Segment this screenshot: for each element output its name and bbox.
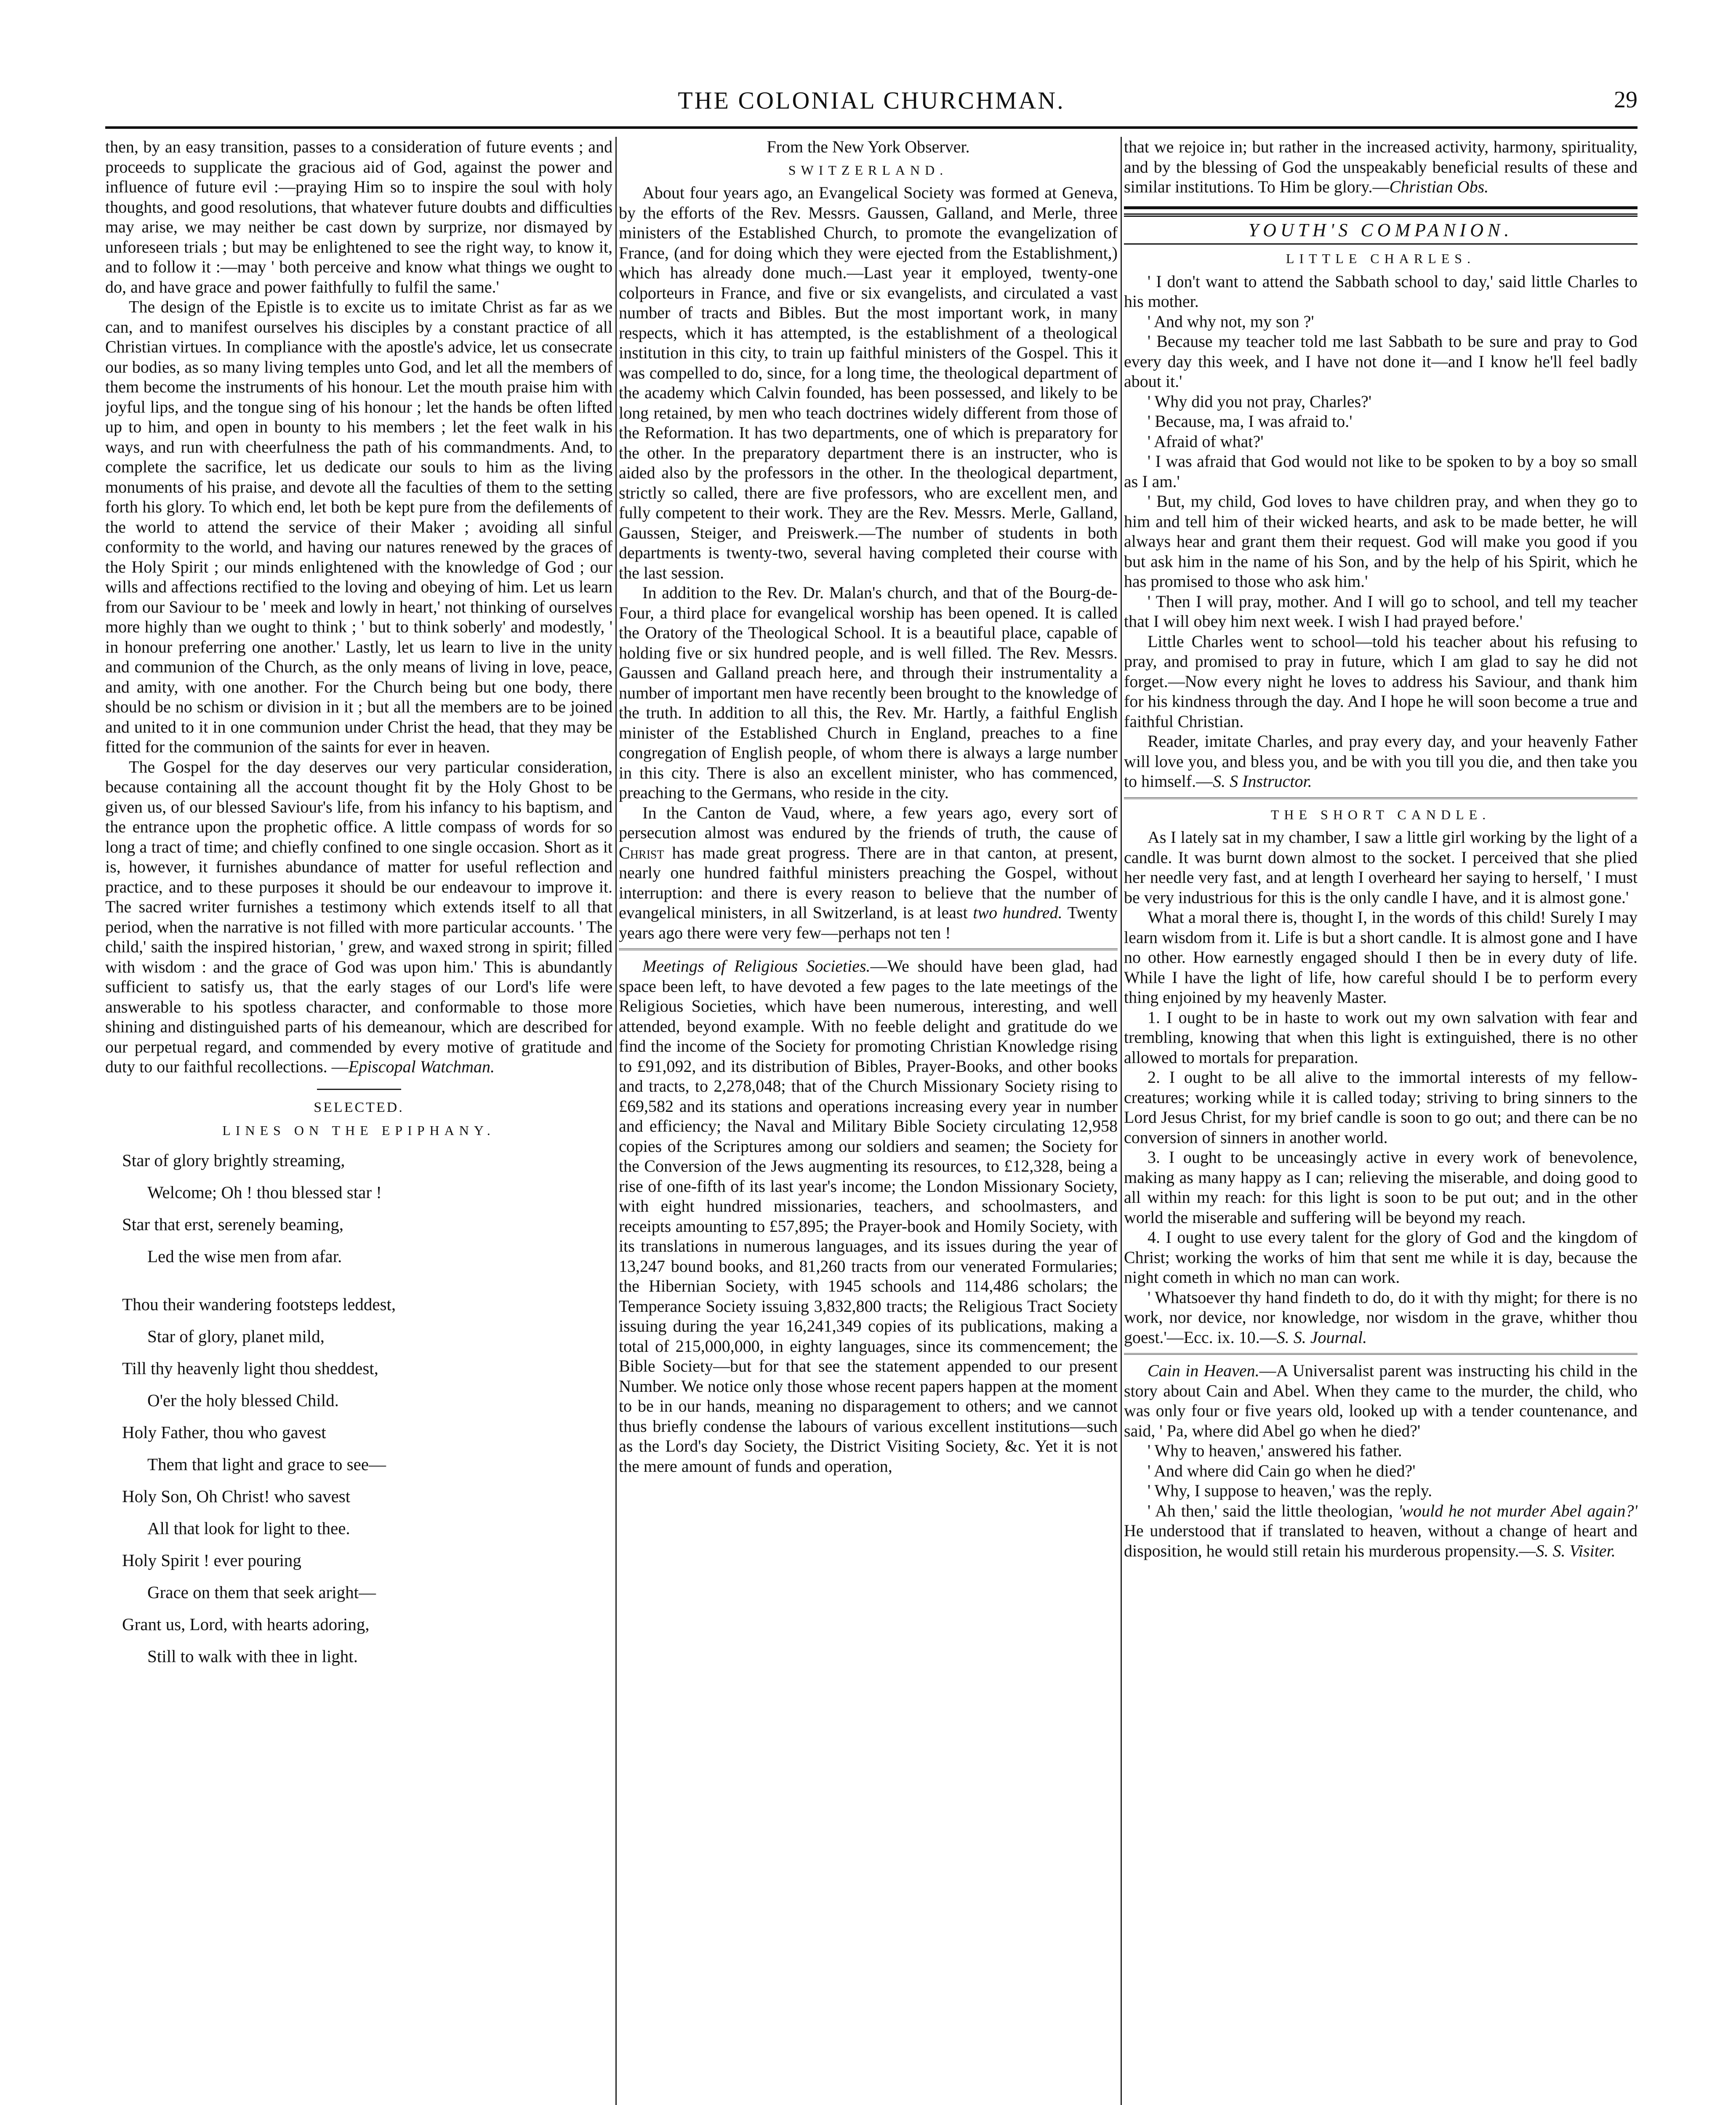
paragraph: Little Charles went to school—told his teacher about his refusing to pray, and promised to pray in future, which I am glad to say he did not forget.—Now every night he loves to address his Saviour, and thank him for his kindness through the day. And I hope he will soon become a true and faithful Christian.	[1124, 632, 1637, 731]
paragraph: ' And where did Cain go when he died?'	[1148, 1461, 1416, 1480]
paragraph: ' Then I will pray, mother. And I will go to school, and tell my teacher that I will obey him next week. I wish I had prayed before.'	[1124, 592, 1637, 631]
paragraph: ' Why to heaven,' answered his father.	[1148, 1441, 1402, 1460]
separator-rule	[619, 949, 1118, 950]
paragraph: The design of the Epistle is to excite us to imitate Christ as far as we can, and to manifest ourselves his disciples by a constant practice of all Christian virtues. In compliance with the apostle's advice, let us consecrate our bodies, as so many living temples unto God, and let all the members of them become the instruments of his honour. Let the mouth praise him with joyful lips, and the tongue sing of his honour ; let the hands be often lifted up to him, and open in bounty to his members ; let the feet walk in his ways, and run with cheerfulness the path of his commandments. And, to complete the sacrifice, let us dedicate our souls to him as the living monuments of his praise, and devote all the faculties of them to the setting forth his glory. To which end, let both be kept pure from the defilements of the world to attend the service of their Maker ; avoiding all sinful conformity to the world, and having our natures renewed by the graces of the Holy Spirit ; our minds enlightened with the knowledge of God ; our wills and affections rectified to the loving and obeying of him. Let us learn from our Saviour to be ' meek and lowly in heart,' not thinking of ourselves more highly than we ought to think ; ' but to think soberly' and modestly, ' in honour preferring one another.' Lastly, let us learn to live in the unity and communion of the Church, as the only means of living in love, peace, and amity, with one another. For the Church being but one body, there should be no schism or division in it ; but all the members are to be joined and united to it in one communion under Christ the head, that they may be fitted for the communion of the saints for ever in heaven.	[105, 297, 612, 756]
separator-rule	[1124, 797, 1637, 799]
paragraph: What a moral there is, thought I, in the words of this child! Surely I may learn wisdom from it. Life is but a short candle. It is almost gone and I have no other. How earnestly engaged should I then be in every duty of life. While I have the light of life, how careful should I be to perform every thing enjoined by my heavenly Master.	[1124, 908, 1637, 1007]
paragraph: ' Why, I suppose to heaven,' was the reply.	[1148, 1481, 1432, 1500]
paragraph	[1124, 731, 1637, 791]
poem-line: Thou their wandering footsteps leddest,	[122, 1294, 396, 1314]
paragraph: ' And why not, my son ?'	[1148, 312, 1314, 331]
section-banner: YOUTH'S COMPANION.	[1124, 213, 1637, 245]
paragraph	[1124, 1361, 1637, 1441]
column-rule-left	[615, 137, 617, 2105]
poem-line: Holy Son, Oh Christ! who savest	[122, 1486, 351, 1506]
poem-line: Still to walk with thee in light.	[147, 1646, 358, 1666]
paragraph-text: Twenty years ago there were very few—perhaps not ten !	[619, 903, 1118, 942]
poem-line: Grant us, Lord, with hearts adoring,	[122, 1614, 370, 1634]
article-title: THE SHORT CANDLE.	[1270, 807, 1491, 822]
poem-line: Holy Father, thou who gavest	[122, 1422, 326, 1442]
paragraph	[619, 803, 1118, 943]
paragraph-text: —A Universalist parent was instructing his child in the story about Cain and Abel. When they came to the murder, the child, who was only four or five years old, looked up with a tender countenance, and said, ' Pa, where did Abel go when he died?'	[1124, 1361, 1637, 1440]
header-rule	[105, 126, 1637, 129]
paragraph: ' Because, ma, I was afraid to.'	[1148, 412, 1353, 431]
separator-rule	[1124, 206, 1637, 209]
poem-line: Till thy heavenly light thou sheddest,	[122, 1358, 378, 1378]
poem-line: Star that erst, serenely beaming,	[122, 1214, 343, 1234]
paragraph: 4. I ought to use every talent for the glory of God and the kingdom of Christ; working the works of him that sent me while it is day, because the night cometh in which no man can work.	[1124, 1228, 1637, 1287]
poem-line: Holy Spirit ! ever pouring	[122, 1550, 301, 1570]
poem-line: All that look for light to thee.	[147, 1518, 350, 1538]
column-2	[619, 137, 1118, 2105]
poem-line: Them that light and grace to see—	[147, 1454, 386, 1474]
separator-rule	[1124, 1353, 1637, 1355]
attribution: S. S Instructor.	[1213, 772, 1312, 791]
paragraph-text: has made great progress. There are in that canton, at present, nearly one hundred faithful ministers preaching the Gospel, without interruption: and there is every reason to believe that the number of evangelical ministers, in all Switzerland, is at least	[619, 843, 1118, 922]
source-line: From the New York Observer.	[767, 137, 970, 156]
poem-line: Star of glory, planet mild,	[147, 1326, 325, 1346]
paragraph-text: Reader, imitate Charles, and pray every day, and your heavenly Father will love you, and bless you, and be with you till you die, and then take you to himself.—	[1124, 732, 1637, 791]
poem-line: Led the wise men from afar.	[147, 1246, 342, 1266]
column-1	[105, 137, 612, 2105]
paragraph: 2. I ought to be all alive to the immortal interests of my fellow-creatures; working while it is called today; striving to bring sinners to the Lord Jesus Christ, for my brief candle is soon to go out; and there can be no conversion of sinners in another world.	[1124, 1068, 1637, 1147]
paragraph: 1. I ought to be in haste to work out my own salvation with fear and trembling, knowing that when this light is extinguished, there is no other allowed to mortals for preparation.	[1124, 1007, 1637, 1067]
paragraph-text: He understood that if translated to heaven, without a change of heart and disposition, he would still retain his murderous propensity.—	[1124, 1521, 1637, 1560]
paragraph: then, by an easy transition, passes to a consideration of future events ; and proceeds to supplicate the gracious aid of God, against the power and influence of future evil :—praying Him so to inspire the soul with holy thoughts, and good resolutions, that whatever future doubts and difficulties may arise, we may neither be cast down by surprize, nor dismayed by unforeseen trials ; but may be enlightened to see the right way, to know it, and to follow it :—may ' both perceive and know what things we ought to do, and have grace and power faithfully to fulfil the same.'	[105, 137, 612, 296]
page-header	[105, 86, 1637, 124]
emphasis-christ: Christ	[619, 843, 664, 862]
paragraph-text: ' Ah then,' said the little theologian,	[1148, 1501, 1393, 1520]
poem	[122, 1144, 612, 1672]
paragraph-text: ' Whatsoever thy hand findeth to do, do it with thy might; for there is no work, nor device, nor knowledge, nor wisdom in the grave, whither thou goest.'—Ecc. ix. 10.—	[1124, 1287, 1637, 1347]
running-title: THE COLONIAL CHURCHMAN.	[678, 87, 1065, 114]
paragraph: In addition to the Rev. Dr. Malan's church, and that of the Bourg-de-Four, a third place for evangelical worship has been opened. It is called the Oratory of the Theological School. It is a beautiful place, capable of holding five or six hundred people, and is well filled. The Rev. Messrs. Gaussen and Galland preach here, and through their instrumentality a number of important men have recently been brought to the knowledge of the truth. In addition to all this, the Rev. Mr. Hartly, a faithful English minister of the Established Church in England, preaches to a fine congregation of English people, of whom there is always a large number in this city. There is also an excellent minister, who has commenced, preaching to the Germans, who reside in the city.	[619, 583, 1118, 802]
attribution: S. S. Journal.	[1276, 1327, 1367, 1347]
paragraph	[105, 757, 612, 1077]
poem-title: LINES ON THE EPIPHANY.	[222, 1123, 495, 1138]
paragraph: ' I was afraid that God would not like to be spoken to by a boy so small as I am.'	[1124, 452, 1637, 491]
attribution: S. S. Visiter.	[1536, 1541, 1616, 1560]
page-number: 29	[1614, 87, 1637, 113]
emphasis: two hundred.	[973, 903, 1062, 922]
paragraph: ' Why did you not pray, Charles?'	[1148, 392, 1372, 411]
paragraph: ' But, my child, God loves to have children pray, and when they go to him and tell him of their wicked hearts, and ask to be made better, he will always hear and grant them their request. God will make you good if you but ask him in the name of his Son, and by the help of his Spirit, which he has promised to those who ask him.'	[1124, 492, 1637, 591]
column-3	[1124, 137, 1637, 2105]
paragraph-text: In the Canton de Vaud, where, a few years ago, every sort of persecution almost was endured by the friends of truth, the cause of	[619, 803, 1118, 842]
paragraph-heading: Meetings of Religious Societies.	[642, 957, 871, 975]
attribution: Christian Obs.	[1389, 177, 1489, 196]
attribution: Episcopal Watchman.	[348, 1057, 495, 1076]
separator-rule	[317, 1089, 401, 1090]
poem-line: Welcome; Oh ! thou blessed star !	[147, 1182, 382, 1202]
selected-label: SELECTED.	[314, 1099, 404, 1115]
paragraph: As I lately sat in my chamber, I saw a little girl working by the light of a candle. It was burnt down almost to the socket. I perceived that she plied her needle very fast, and at length I overheard her saying to herself, ' I must be very industrious for this is the only candle I have, and it is almost gone.'	[1124, 828, 1637, 907]
paragraph: ' I don't want to attend the Sabbath school to day,' said little Charles to his mother.	[1124, 272, 1637, 311]
paragraph-text: that we rejoice in; but rather in the increased activity, harmony, spirituality, and by the blessing of God the unspeakably beneficial results of these and similar institutions. To Him be glory.—	[1124, 137, 1637, 196]
paragraph-heading: Cain in Heaven.	[1148, 1361, 1259, 1380]
poem-line: Grace on them that seek aright—	[147, 1582, 376, 1602]
paragraph	[1124, 137, 1637, 197]
paragraph: ' Because my teacher told me last Sabbath to be sure and pray to God every day this week, and I have not done it—and I know he'll feel badly about it.'	[1124, 332, 1637, 391]
paragraph-text: The Gospel for the day deserves our very particular consideration, because containing all the account thought fit by the Holy Ghost to be given us, of our blessed Saviour's life, from his infancy to his baptism, and the entrance upon the prophetic office. A little compass of words for so long a tract of time; and chiefly confined to one single occasion. Short as it is, however, it furnishes abundance of matter for useful reflection and practice, and to these purposes it should be our endeavour to improve it. The sacred writer furnishes a testimony which extends itself to all that period, when the narrative is not filled with more particular accounts. ' The child,' saith the inspired historian, ' grew, and waxed strong in spirit; filled with wisdom : and the grace of God was upon him.' This is abundantly sufficient to satisfy us, that the early stages of our Lord's life were answerable to his spotless character, and conformable to those more shining and distinguished parts of his demeanour, which are described for our perpetual regard, and commended by every motive of gratitude and duty to our faithful recollections. —	[105, 757, 612, 1076]
poem-line: O'er the holy blessed Child.	[147, 1390, 339, 1410]
paragraph	[1124, 1287, 1637, 1348]
paragraph-text: —We should have been glad, had space been left, to have devoted a few pages to the late meetings of the Religious Societies, which have been numerous, interesting, and well attended, beyond example. With no feeble delight and gratitude do we find the income of the Society for promoting Christian Knowledge rising to £91,092, and its distribution of Bibles, Prayer-Books, and other books and tracts, to 2,278,048; that of the Church Missionary Society rising to £69,582 and its stations and operations increasing every year in number and efficiency; the Naval and Military Bible Society circulating 12,958 copies of the Scriptures among our soldiers and seamen; the Society for the Conversion of the Jews augmenting its resources, to £12,328, being a rise of one-fifth of its last year's income; the London Missionary Society, with eight hundred missionaries, teachers, and schoolmasters, and receipts amounting to £57,895; the Prayer-book and Homily Society, with its translations in numerous languages, and its issues during the year of 13,247 bound books, and 81,260 tracts from our venerated Formularies; the Hibernian Society, with 1945 schools and 114,486 scholars; the Temperance Society issuing 3,832,800 tracts; the Religious Tract Society issuing during the year 16,241,349 copies of its publications, making a total of 215,000,000, in eighty languages, since its commencement; the Bible Society—but for that see the statement appended to our present Number. We notice only those whose recent papers happen at the moment to be in our hands, meaning no disparagement to others; and we cannot thus briefly condense the labours of various excellent institutions—such as the Lord's day Society, the District Visiting Society, &c. Yet it is not the mere amount of funds and operation,	[619, 957, 1118, 1476]
column-rule-right	[1121, 137, 1122, 2105]
poem-line: Star of glory brightly streaming,	[122, 1150, 345, 1170]
paragraph	[1124, 1501, 1637, 1561]
paragraph	[619, 956, 1118, 1476]
article-title: LITTLE CHARLES.	[1286, 251, 1476, 266]
paragraph: ' Afraid of what?'	[1148, 432, 1264, 451]
emphasis: 'would he not murder Abel again?'	[1398, 1501, 1637, 1520]
paragraph: 3. I ought to be unceasingly active in every work of benevolence, making as many happy as I can; relieving the miserable, and doing good to all within my reach: for this light is soon to be put out; and in the other world the miserable and suffering will be beyond my reach.	[1124, 1148, 1637, 1227]
paragraph: About four years ago, an Evangelical Society was formed at Geneva, by the efforts of the Rev. Messrs. Gaussen, Galland, and Merle, three ministers of the Established Church, to promote the evangelization of France, (and for doing which they were ejected from the Establishment,) which has already done much.—Last year it employed, twenty-one colporteurs in France, and five or six evangelists, and circulated a vast number of tracts and Bibles. But the most important work, in many respects, which it has attempted, is the establishment of a theological institution in this city, to train up faithful ministers of the Gospel. This it was compelled to do, since, for a long time, the theological department of the academy which Calvin founded, has been possessed, and likely to be long retained, by men who teach doctrines widely different from those of the Reformation. It has two departments, one of which is preparatory for the other. In the preparatory department there is an instructer, who is aided also by the professors in the other. In the theological department, strictly so called, there are five professors, who are excellent men, and fully competent to their work. They are the Rev. Messrs. Merle, Galland, Gaussen, Steiger, and Preiswerk.—The number of students in both departments is twenty-two, several having completed their course with the last session.	[619, 183, 1118, 582]
article-title: SWITZERLAND.	[788, 162, 948, 178]
